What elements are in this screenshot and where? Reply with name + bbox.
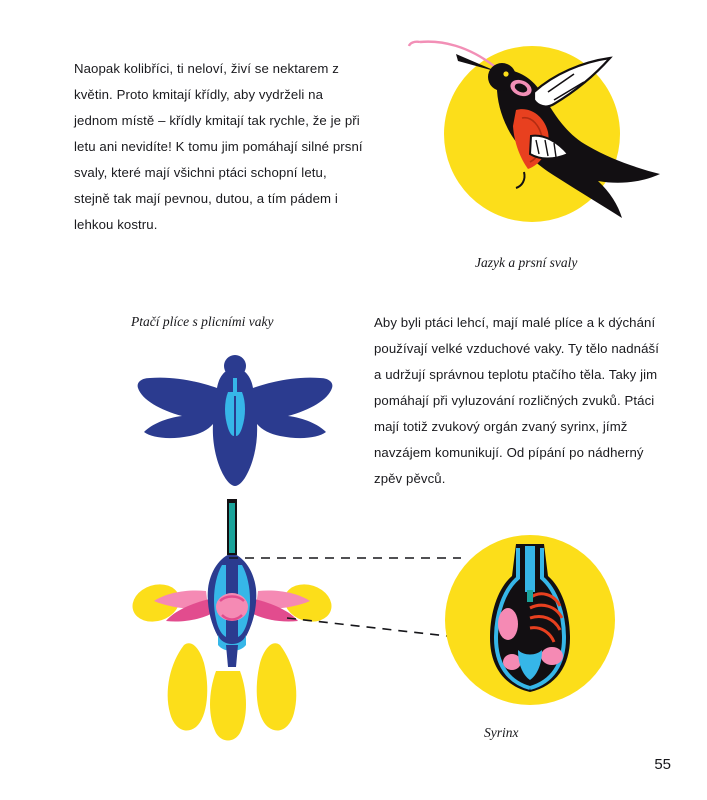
bird-lungs-illustration	[120, 350, 350, 495]
caption-bird-lungs: Ptačí plíce s plicními vaky	[131, 314, 274, 329]
caption-syrinx: Syrinx	[484, 725, 519, 740]
page-number: 55	[654, 756, 671, 773]
syrinx-detail-illustration	[430, 520, 630, 720]
hummingbird-illustration	[398, 30, 668, 245]
caption-hummingbird: Jazyk a prsní svaly	[475, 255, 578, 270]
top-paragraph: Naopak kolibříci, ti neloví, živí se nektarem z květin. Proto kmitají křídly, aby vydrželi na jednom místě – křídly kmitají tak rychle, že je při letu ani nevidíte! K tomu jim pomáhají silné prsní svaly, které mají všichni ptáci schopní letu, stejně tak mají pevnou, dutou, a tím pádem i lehkou kostru.	[74, 61, 363, 232]
middle-paragraph: Aby byli ptáci lehcí, mají malé plíce a k dýchání používají velké vzduchové vaky. Ty tělo nadnáší a udržují správnou teplotu ptačího těla. Taky jim pomáhají při vyluzování rozličných zvuků. Ptáci mají totiž zvukový orgán zvaný syrinx, jímž navzájem komunikují. Od pípání po nádherný zpěv pěvců.	[374, 315, 659, 486]
